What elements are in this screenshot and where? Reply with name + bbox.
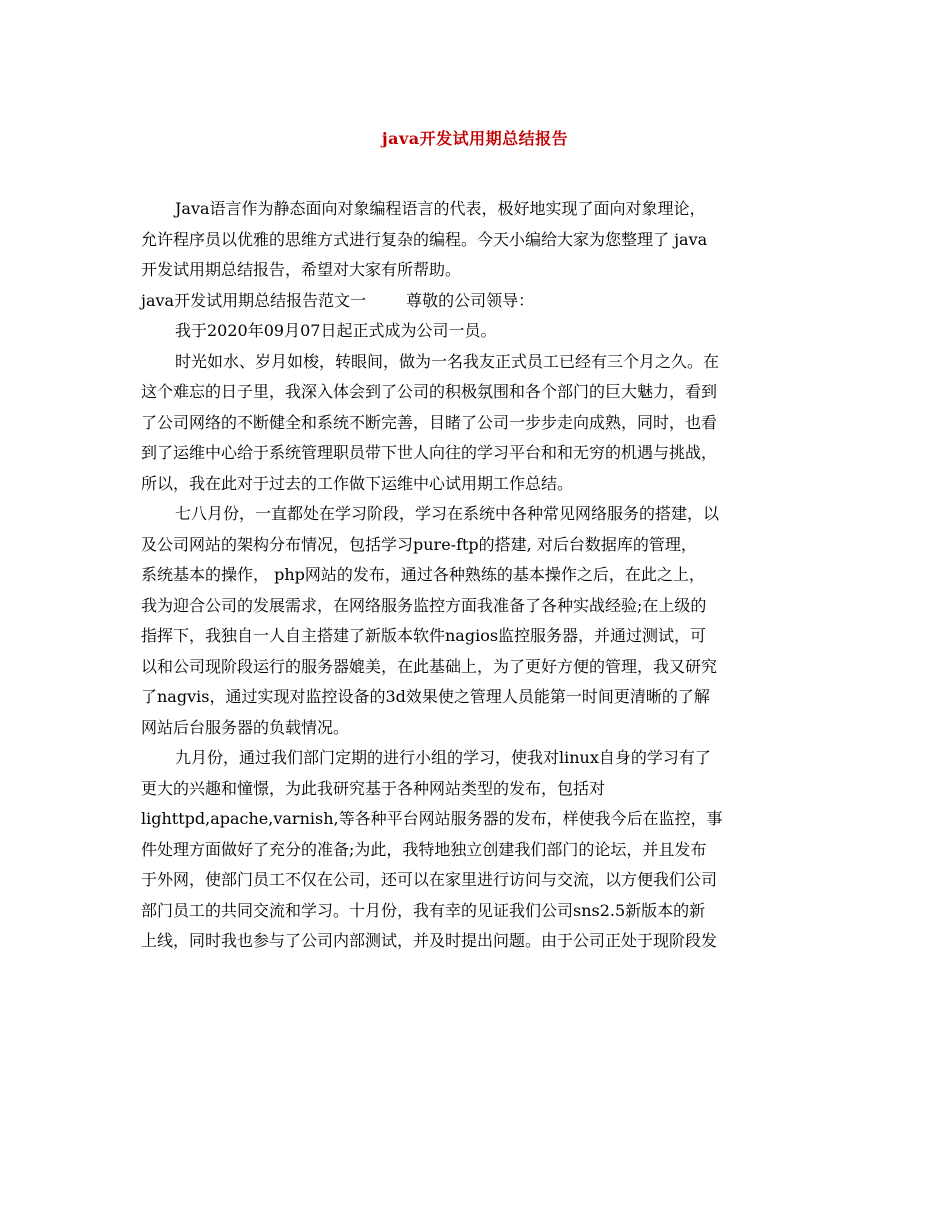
document-title: java开发试用期总结报告 — [381, 129, 569, 148]
text-line — [141, 743, 813, 774]
line-text: 以和公司现阶段运行的服务器媲美，在此基础上，为了更好方便的管理，我又研究 — [141, 656, 718, 676]
line-text: 指挥下，我独自一人自主搭建了新版本软件nagios监控服务器，并通过测试，可 — [141, 626, 707, 645]
text-line — [141, 499, 813, 530]
line-text: 到了运维中心给于系统管理职员带下世人向往的学习平台和和无穷的机遇与挑战， — [141, 443, 718, 462]
line-text: 更大的兴趣和憧憬，为此我研究基于各种网站类型的发布，包括对 — [141, 778, 606, 798]
text-line — [141, 804, 813, 835]
salutation-text: 尊敬的公司领导： — [406, 290, 535, 310]
line-text: 时光如水、岁月如梭，转眼间，做为一名我友正式员工已经有三个月之久。在 — [175, 351, 720, 371]
line-text: 允许程序员以优雅的思维方式进行复杂的编程。今天小编给大家为您整理了 java — [141, 229, 708, 249]
document-body — [141, 194, 813, 957]
text-line — [141, 560, 813, 591]
text-line — [141, 347, 813, 378]
line-text: 所以，我在此对于过去的工作做下运维中心试用期工作总结。 — [141, 473, 574, 493]
text-line — [141, 652, 813, 683]
line-text: 七八月份，一直都处在学习阶段，学习在系统中各种常见网络服务的搭建，以 — [175, 504, 720, 523]
line-text: 网站后台服务器的负载情况。 — [141, 717, 350, 737]
text-line — [141, 530, 813, 561]
line-text: 了公司网络的不断健全和系统不断完善，目睹了公司一步步走向成熟，同时，也看 — [141, 412, 718, 432]
line-text: 这个难忘的日子里，我深入体会到了公司的积极氛围和各个部门的巨大魅力，看到 — [141, 382, 718, 401]
text-line — [141, 286, 813, 317]
text-line — [141, 865, 813, 896]
text-line — [141, 835, 813, 866]
line-text: 系统基本的操作， php网站的发布，通过各种熟练的基本操作之后，在此之上， — [141, 565, 705, 584]
text-line — [141, 682, 813, 713]
text-line — [141, 255, 813, 286]
text-line — [141, 377, 813, 408]
text-line — [141, 194, 813, 225]
text-line — [141, 316, 813, 347]
text-line — [141, 591, 813, 622]
line-text: java开发试用期总结报告范文一 — [141, 290, 367, 310]
text-line — [141, 774, 813, 805]
line-text: 及公司网站的架构分布情况，包括学习pure-ftp的搭建, 对后台数据库的管理， — [141, 534, 697, 554]
line-text: 件处理方面做好了充分的准备;为此，我特地独立创建我们部门的论坛，并且发布 — [141, 839, 707, 859]
line-text: 于外网，使部门员工不仅在公司，还可以在家里进行访问与交流，以方便我们公司 — [141, 870, 718, 889]
line-text: lighttpd,apache,varnish,等各种平台网站服务器的发布，样使我今后在监控，事 — [141, 809, 723, 828]
line-text: 部门员工的共同交流和学习。十月份，我有幸的见证我们公司sns2.5新版本的新 — [141, 900, 706, 920]
line-text: 九月份，通过我们部门定期的进行小组的学习，使我对linux自身的学习有了 — [175, 748, 711, 767]
line-text: Java语言作为静态面向对象编程语言的代表，极好地实现了面向对象理论， — [175, 199, 706, 218]
line-text: 开发试用期总结报告，希望对大家有所帮助。 — [141, 260, 462, 279]
line-text: 上线，同时我也参与了公司内部测试，并及时提出问题。由于公司正处于现阶段发 — [141, 931, 718, 950]
text-line — [141, 408, 813, 439]
line-text: 我于2020年09月07日起正式成为公司一员。 — [175, 321, 497, 340]
text-line — [141, 621, 813, 652]
text-line — [141, 713, 813, 744]
text-line — [141, 438, 813, 469]
text-line — [141, 896, 813, 927]
text-line — [141, 469, 813, 500]
text-line — [141, 926, 813, 957]
text-line — [141, 225, 813, 256]
line-text: 我为迎合公司的发展需求，在网络服务监控方面我准备了各种实战经验;在上级的 — [141, 595, 707, 615]
line-text: 了nagvis，通过实现对监控设备的3d效果使之管理人员能第一时间更清晰的了解 — [141, 687, 710, 706]
